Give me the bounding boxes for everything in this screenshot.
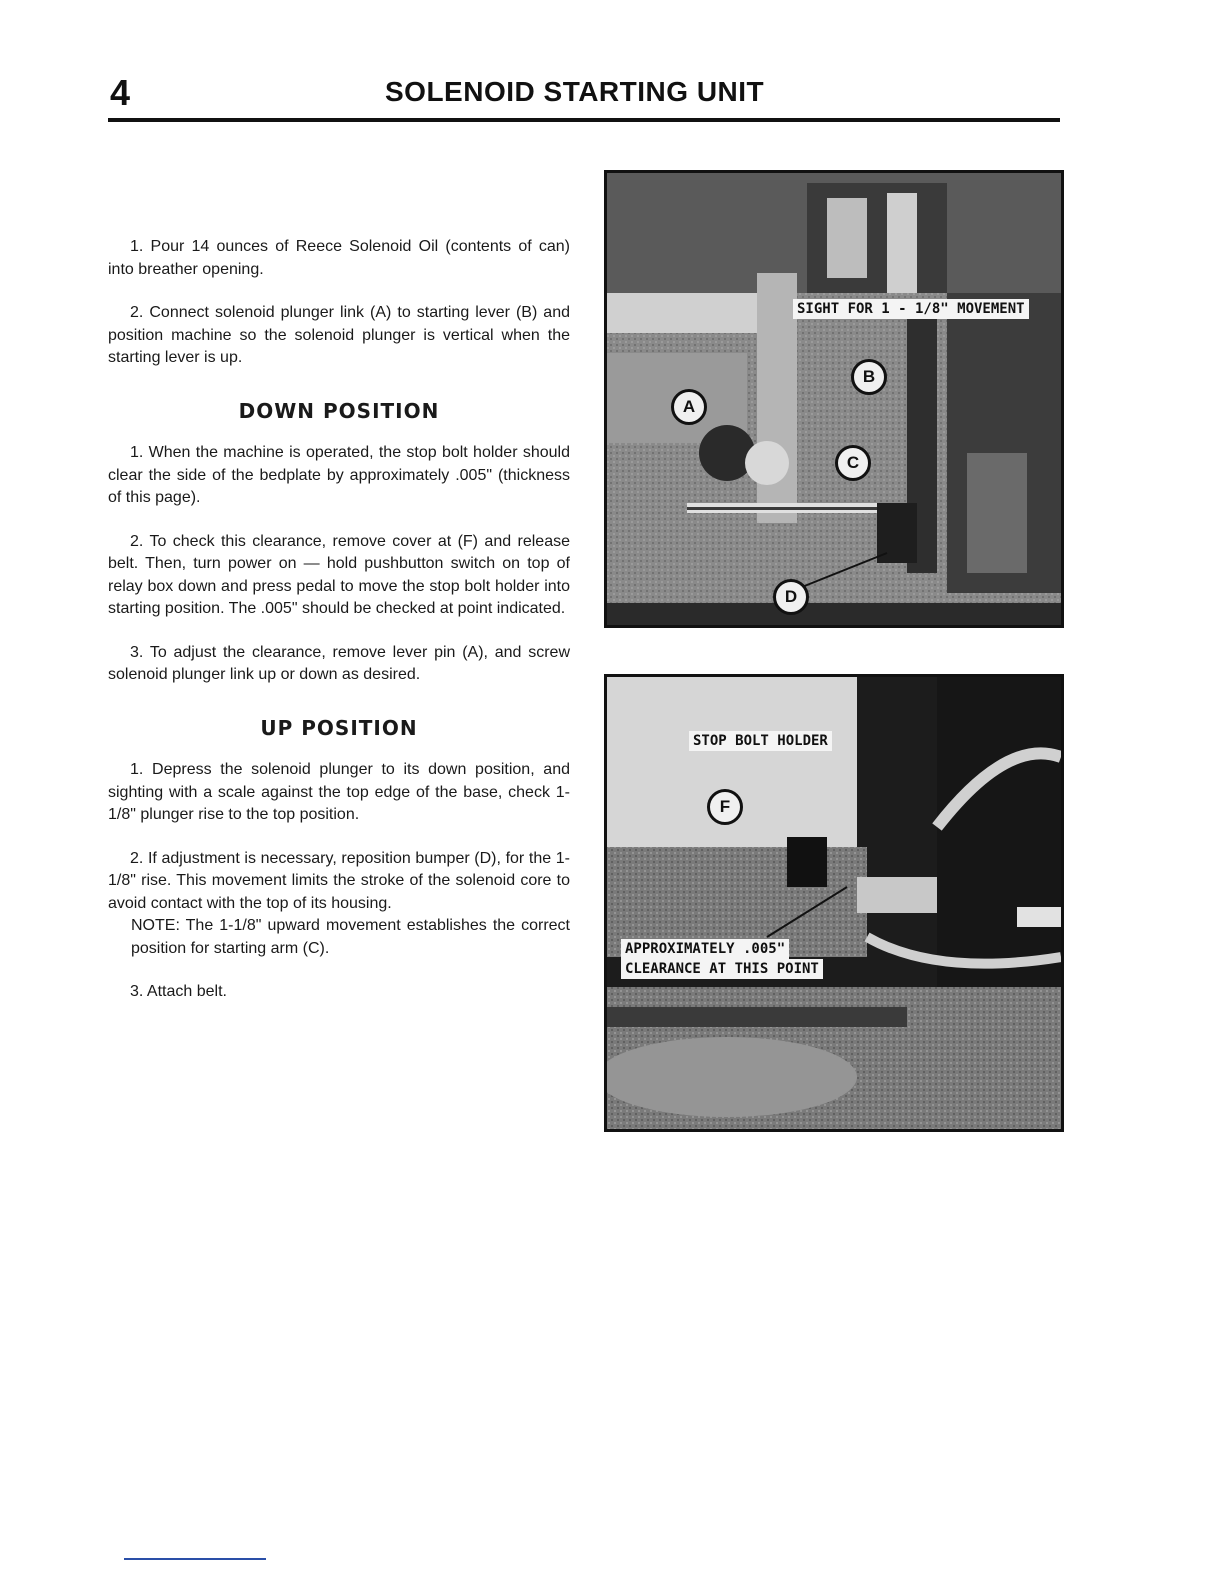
marker-b: B — [851, 359, 887, 395]
page-title: SOLENOID STARTING UNIT — [385, 76, 765, 107]
down-step-1: 1. When the machine is operated, the stop bolt holder should clear the side of the bedplate by approximately .005" (thickness of this page). — [108, 444, 570, 506]
footer-line — [124, 1558, 266, 1560]
sight-callout: SIGHT FOR 1 - 1/8" MOVEMENT — [793, 299, 1029, 319]
up-note: NOTE: The 1-1/8" upward movement establishes the correct position for starting arm (C). — [131, 917, 570, 957]
down-position-heading: DOWN POSITION — [238, 398, 440, 423]
intro-step-1: 1. Pour 14 ounces of Reece Solenoid Oil (contents of can) into breather opening. — [108, 238, 570, 278]
up-position-heading: UP POSITION — [260, 715, 418, 740]
page-number: 4 — [110, 72, 131, 113]
clearance-callout-line-1: APPROXIMATELY .005" — [621, 939, 789, 959]
marker-f: F — [707, 789, 743, 825]
stop-bolt-callout: STOP BOLT HOLDER — [689, 731, 832, 751]
header-rule — [108, 118, 1060, 122]
up-step-1: 1. Depress the solenoid plunger to its down position, and sighting with a scale against the top edge of the base, check 1-1/8" plunger rise to the top position. — [108, 761, 570, 823]
intro-step-2: 2. Connect solenoid plunger link (A) to starting lever (B) and position machine so the solenoid plunger is vertical when the starting lever is up. — [108, 304, 570, 366]
down-step-2: 2. To check this clearance, remove cover at (F) and release belt. Then, turn power on — hold pushbutton switch on top of relay box down and press pedal to move the stop bolt holder into starting position. The .005" should be checked at point indicated. — [108, 532, 570, 617]
up-step-3: 3. Attach belt. — [130, 983, 227, 1000]
up-step-2: 2. If adjustment is necessary, reposition bumper (D), for the 1-1/8" rise. This movement limits the stroke of the solenoid core to avoid contact with the top of its housing. — [108, 849, 570, 912]
photo-bottom-illustration — [607, 677, 1061, 1129]
marker-a: A — [671, 389, 707, 425]
marker-c: C — [835, 445, 871, 481]
solenoid-photo-top — [604, 170, 1064, 628]
solenoid-photo-bottom — [604, 674, 1064, 1132]
down-step-3: 3. To adjust the clearance, remove lever pin (A), and screw solenoid plunger link up or down as desired. — [108, 643, 570, 683]
marker-d: D — [773, 579, 809, 615]
instructions-column — [108, 236, 570, 1025]
clearance-callout-line-2: CLEARANCE AT THIS POINT — [621, 959, 823, 979]
